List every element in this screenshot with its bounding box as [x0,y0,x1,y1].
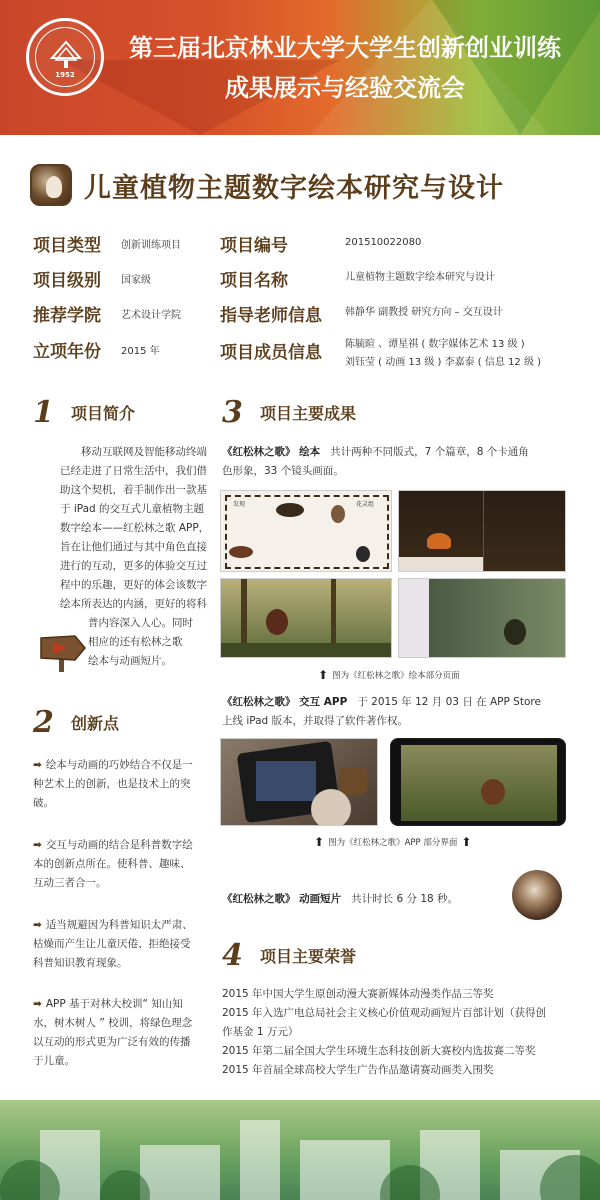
info-label: 立项年份 [33,341,101,362]
book-page-image [220,578,392,658]
app-photo-image [220,738,378,826]
info-label: 指导老师信息 [220,305,322,326]
project-title-bar [30,160,590,210]
book-page-label: 发现 [233,501,246,508]
book-description [222,443,572,481]
arrow-right-icon: ➡ [33,919,42,931]
section-heading-honors [222,938,356,973]
book-page-image [220,490,392,572]
book-page-image [398,490,566,572]
arrow-up-icon: ⬆ [461,835,472,849]
section-number: 3 [222,395,243,430]
text-line: 已经走进了日常生活中，我们借 [60,465,207,477]
header-banner [0,0,600,135]
section-title: 项目主要成果 [260,404,357,423]
info-label: 项目类型 [33,235,101,256]
app-caption [314,835,475,849]
innovation-text: 绘本与动画的巧妙结合不仅是一种艺术上的创新，也是技术上的突破。 [33,759,193,809]
text-line: 普内容深入人心。同时 [88,617,193,629]
text-line: 于 iPad 的交互式儿童植物主题 [60,503,205,515]
event-title-line1: 第三届北京林业大学大学生创新创业训练 [129,34,561,62]
app-icon [30,164,72,206]
logo-year: 1952 [55,71,75,79]
info-label: 推荐学院 [33,305,101,326]
wooden-arrow-sign-icon [37,632,87,672]
section-title: 项目主要荣誉 [260,947,357,966]
book-desc: 色形象，33 个镜头画面。 [222,465,344,477]
info-label: 项目编号 [220,235,288,256]
text-line: 程中的乐趣，更好的体会该数字 [60,579,207,591]
app-desc: 于 2015 年 12 月 03 日 在 APP Store [357,696,541,708]
book-caption [318,668,460,682]
ipad-screenshot-image [390,738,566,826]
film-thumbnail-image [512,870,562,920]
section-title: 创新点 [71,714,120,733]
info-label: 项目成员信息 [220,343,322,363]
app-desc: 上线 iPad 版本，并取得了软件著作权。 [222,715,409,727]
info-row [33,230,181,256]
innovation-item [33,836,198,893]
caption-text: 图为《红松林之歌》APP 部分界面 [328,838,458,848]
info-row [220,265,495,291]
text-line: 相应的还有松林之歌 [88,636,183,648]
film-description [222,890,522,909]
project-title: 儿童植物主题数字绘本研究与设计 [84,172,504,204]
info-value: 创新训练项目 [121,239,181,251]
event-title [110,28,580,108]
section-number: 1 [33,395,54,430]
innovation-text: APP 基于对林大校训“ 知山知水，树木树人 ” 校训，将绿色理念以互动的形式更为广泛有效的传播于儿童。 [33,998,193,1067]
honor-item: 2015 年第二届全国大学生环境生态科技创新大赛校内选拔赛二等奖 [222,1045,536,1057]
info-value: 刘钰莹 ( 动画 13 级 ) 李嘉泰 ( 信息 12 级 ) [345,357,542,368]
section-heading-results [222,395,356,430]
honor-item: 2015 年中国大学生原创动漫大赛新媒体动漫类作品三等奖 [222,988,494,1000]
arrow-right-icon: ➡ [33,998,42,1010]
honor-item: 2015 年首届全球高校大学生广告作品邀请赛动画类入围奖 [222,1064,494,1076]
info-value: 儿童植物主题数字绘本研究与设计 [345,272,495,283]
info-row [33,265,151,291]
section-number: 4 [222,938,243,973]
info-value: 2015 年 [121,345,160,357]
innovation-text: 交互与动画的结合是科普数字绘本的创新点所在。使科普、趣味、互动三者合一。 [33,839,193,889]
info-value: 201510022080 [345,237,422,248]
arrow-up-icon: ⬆ [318,668,329,682]
text-line: 绘本与动画短片。 [88,655,172,667]
info-value: 国家级 [121,274,151,286]
info-row [33,336,160,362]
innovation-item [33,995,198,1071]
book-title: 《红松林之歌》 绘本 [222,446,321,458]
text-line: 旨在让他们通过与其中角色直接 [60,541,207,553]
text-line: 进行的互动，更多的体验交互过 [60,560,207,572]
text-line: 数字绘本——红松林之歌 APP， [60,522,210,534]
film-title: 《红松林之歌》 动画短片 [222,893,342,905]
innovation-text: 适当规避因为科普知识太严肃、枯燥而产生让儿童厌倦、拒绝接受科普知识教育现象。 [33,919,193,969]
book-page-image [398,578,566,658]
info-value: 艺术设计学院 [121,309,181,321]
info-label: 项目名称 [220,270,288,291]
event-title-line2: 成果展示与经验交流会 [225,74,465,102]
honor-item: 2015 年入选广电总局社会主义核心价值观动画短片百部计划（获得创 [222,1007,547,1019]
arrow-up-icon: ⬆ [314,835,325,849]
book-desc: 共计两种不同版式，7 个篇章，8 个卡通角 [330,446,529,458]
university-logo [26,18,104,96]
book-page-label: 花灵组 [356,501,375,508]
info-value: 陈毓暄 、谭星祺 ( 数字媒体艺术 13 级 ) [345,339,525,350]
campus-footer-image [0,1100,600,1200]
arrow-right-icon: ➡ [33,759,42,771]
app-description [222,693,572,731]
text-line: 移动互联网及智能移动终端 [60,446,207,458]
logo-emblem-icon [36,28,96,88]
info-value-block [345,336,541,372]
caption-text: 图为《红松林之歌》绘本部分页面 [332,671,460,681]
section-number: 2 [33,705,54,740]
app-title: 《红松林之歌》 交互 APP [222,696,348,708]
section-heading-innovation [33,705,119,740]
info-label: 项目级别 [33,270,101,291]
film-desc: 共计时长 6 分 18 秒。 [351,893,459,905]
honor-item: 作基金 1 万元） [222,1026,299,1038]
info-value: 韩静华 副教授 研究方向 – 交互设计 [345,307,503,318]
info-row [220,300,503,326]
text-line: 助这个契机，着手制作出一款基 [60,484,207,496]
info-row [33,300,181,326]
innovation-item [33,756,198,813]
info-row [220,230,421,256]
section-title: 项目简介 [71,404,136,423]
text-line: 绘本所表达的内涵，更好的将科 [60,598,207,610]
arrow-right-icon: ➡ [33,839,42,851]
innovation-item [33,916,198,973]
info-row [220,336,541,376]
section-heading-intro [33,395,135,430]
